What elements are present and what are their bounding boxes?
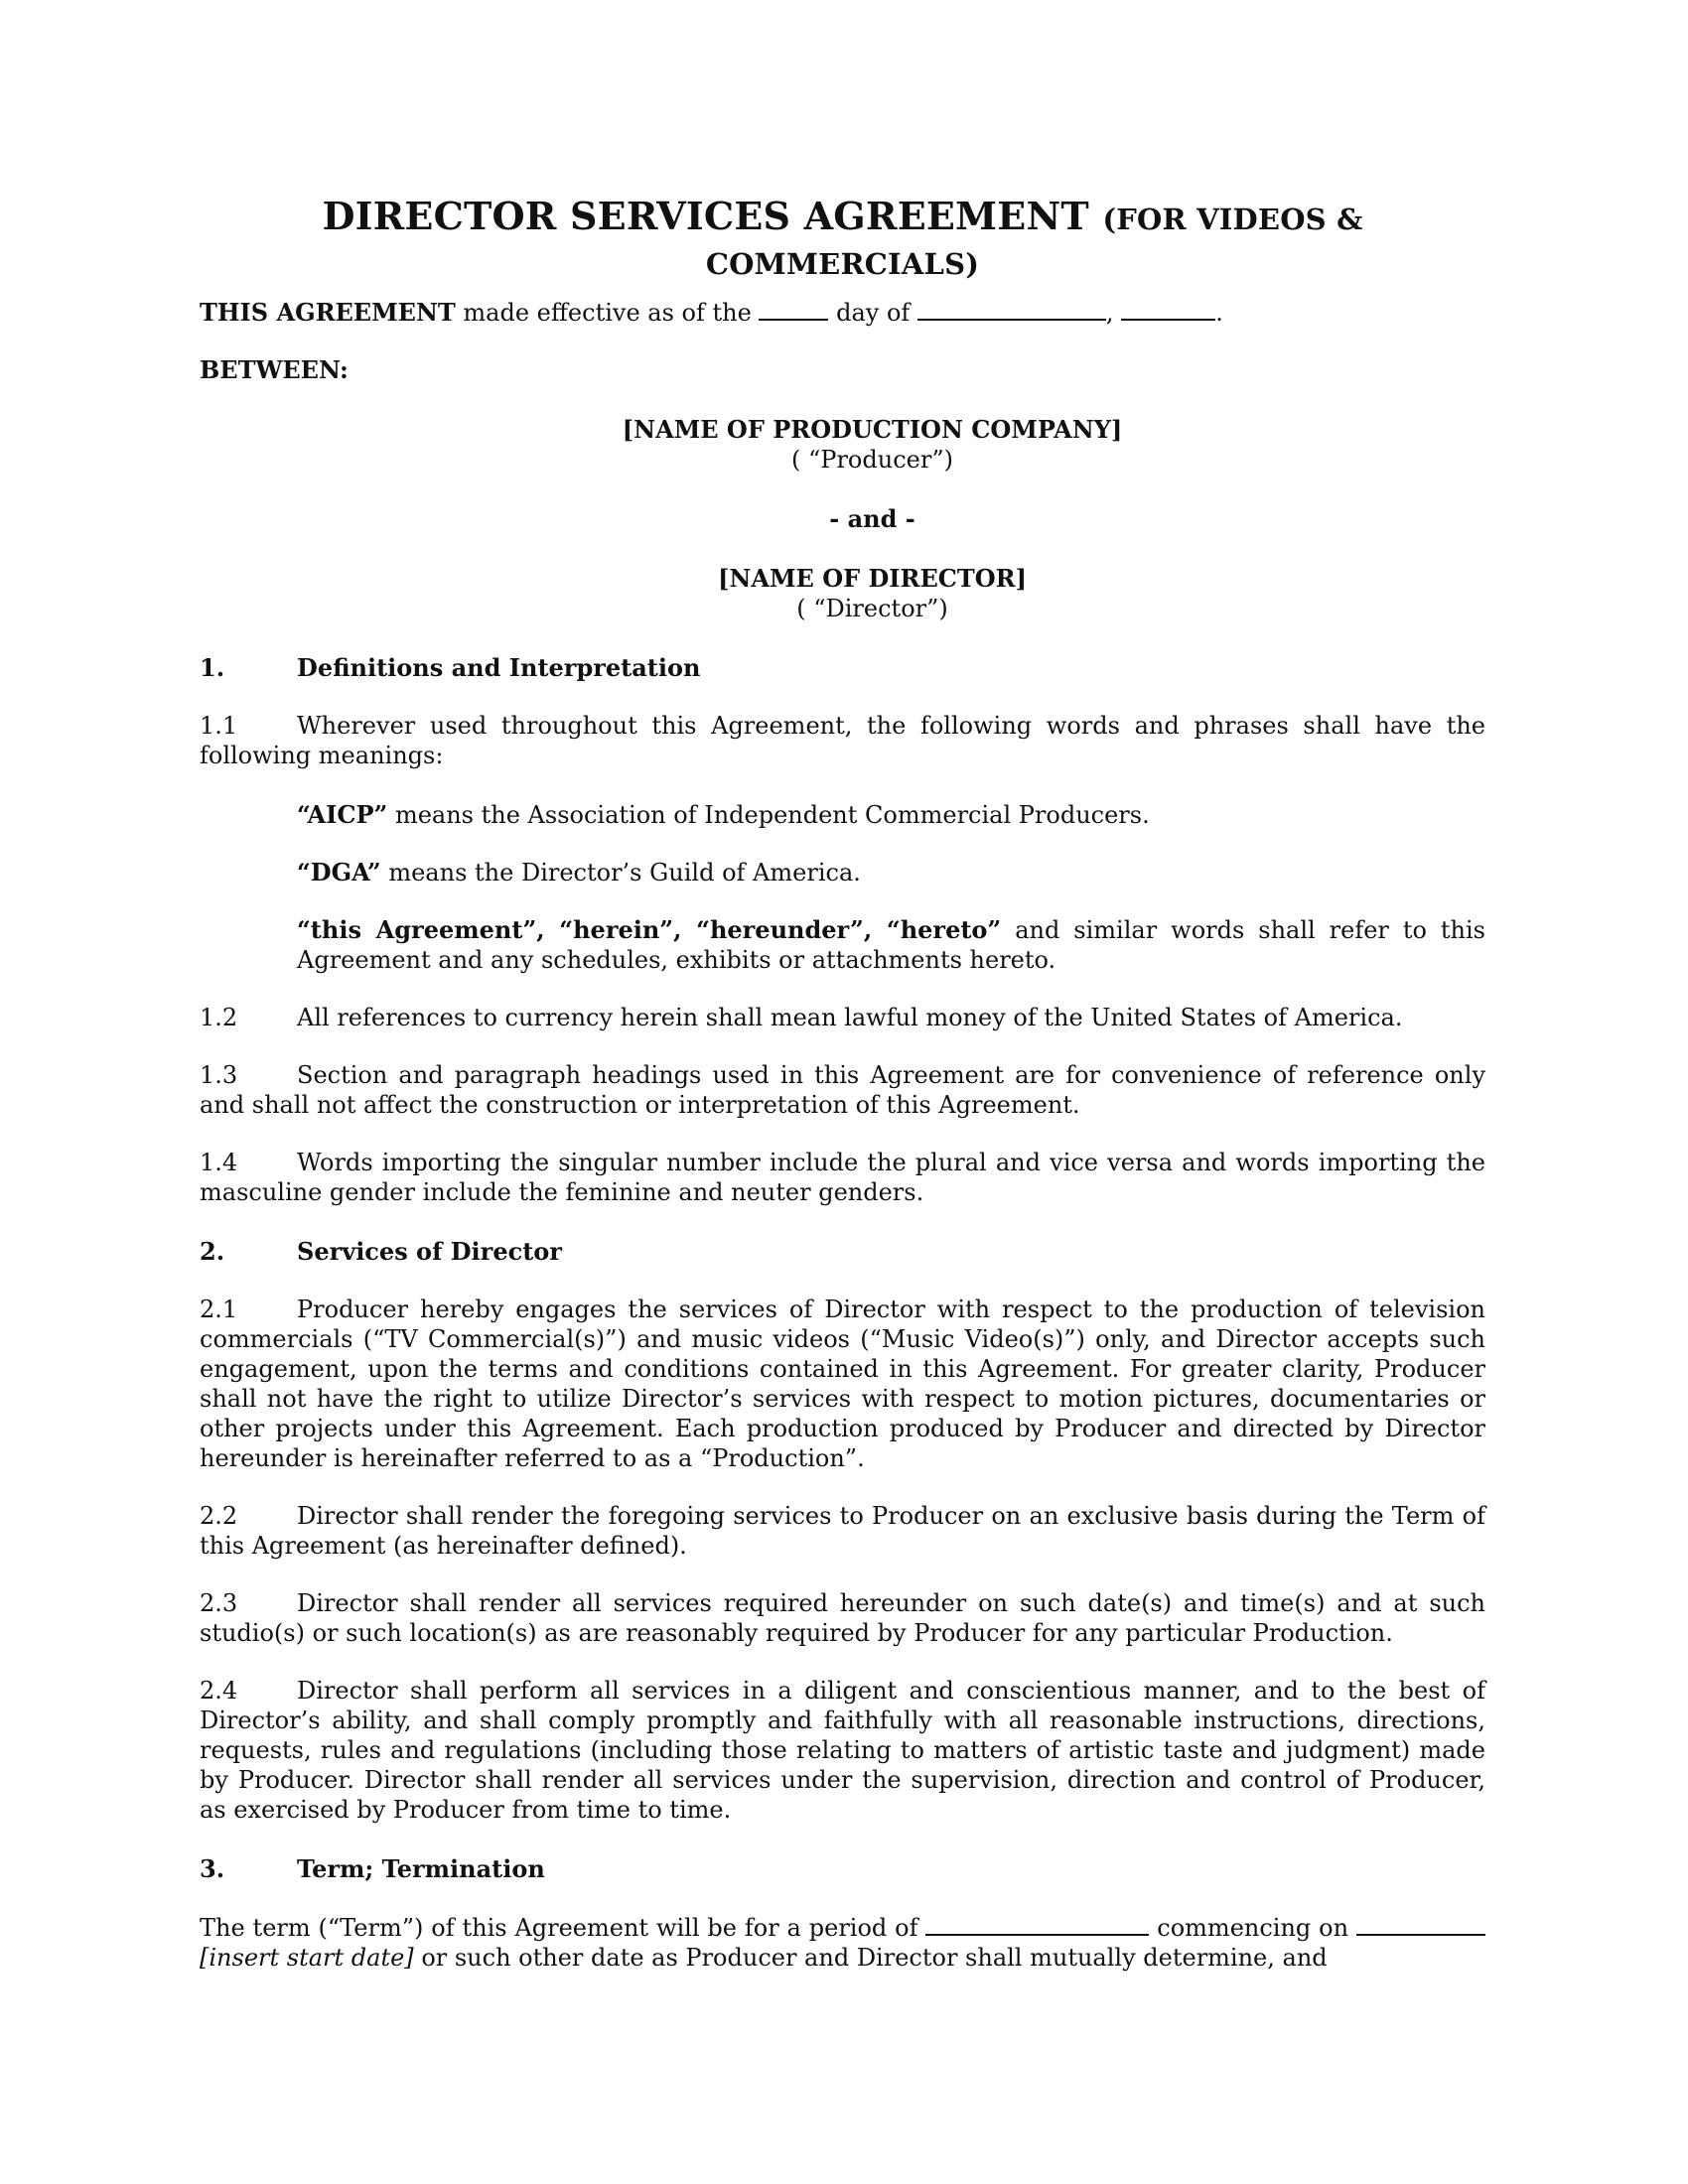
clause-2-3 [200,1588,1485,1648]
clause-1-3-text: Section and paragraph headings used in this Agreement are for convenience of reference only and shall not affect the construction or interpretation of this Agreement. [200,1061,1485,1119]
clause-2-4 [200,1676,1485,1825]
clause-1-4 [200,1148,1485,1207]
clause-1-4-number: 1.4 [200,1149,238,1176]
clause-2-3-text: Director shall render all services required hereunder on such date(s) and time(s) and at such studio(s) or such location(s) as are reasonably required by Producer for any particular Production. [200,1589,1485,1647]
term-text-rest: or such other date as Producer and Director shall mutually determine, and [421,1944,1328,1972]
title-sub: (FOR VIDEOS & COMMERCIALS) [705,203,1363,281]
definition-dga-term: “DGA” [297,858,381,887]
document-page [200,194,1485,1973]
day-blank[interactable] [759,297,828,321]
section2-title: Services of Director [297,1237,562,1266]
clause-1-1-number: 1.1 [200,712,238,740]
term-period-blank[interactable] [925,1912,1149,1936]
intro-period: . [1215,299,1223,327]
definition-aicp [200,800,1485,830]
section1-title: Definitions and Interpretation [297,653,701,682]
clause-2-4-text: Director shall perform all services in a diligent and conscientious manner, and to the best of Director’s ability, and shall comply promptly and faithfully with all reasonable instructions, directions, requests, rules and regulations (including those relating to matters of artistic taste and judgment) made by Producer. Director shall render all services under the supervision, direction and control of Producer, as exercised by Producer from time to time. [200,1677,1485,1824]
clause-1-4-text: Words importing the singular number include the plural and vice versa and words importing the masculine gender include the feminine and neuter genders. [200,1149,1485,1206]
party1-name: [NAME OF PRODUCTION COMPANY] [622,415,1123,444]
definition-aicp-text: means the Association of Independent Commercial Producers. [394,801,1150,829]
start-date-placeholder: [insert start date] [200,1944,414,1972]
clause-2-1-text: Producer hereby engages the services of Director with respect to the production of television commercials (“TV Commercial(s)”) and music videos (“Music Video(s)”) only, and Director accepts such engagement, upon the terms and conditions contained in this Agreement. For greater clarity, Producer shall not have the right to utilize Director’s services with respect to motion pictures, documentaries or other projects under this Agreement. Each production produced by Producer and directed by Director hereunder is hereinafter referred to as a “Production”. [200,1296,1485,1472]
definition-agreement [200,915,1485,975]
section3-heading [200,1854,1485,1884]
definition-dga [200,858,1485,887]
clause-2-1 [200,1295,1485,1473]
and-separator: - and - [829,504,915,533]
clause-2-4-number: 2.4 [200,1677,238,1705]
section3-number: 3. [200,1854,225,1883]
clause-1-2-text: All references to currency herein shall mean lawful money of the United States of America. [297,1004,1403,1031]
term-text-commencing: commencing on [1157,1914,1349,1942]
clause-1-3-number: 1.3 [200,1061,238,1089]
party2-role: ( “Director”) [796,595,948,622]
clause-2-2-text: Director shall render the foregoing services to Producer on an exclusive basis during the Term of this Agreement (as hereinafter defined). [200,1502,1485,1560]
section2-heading [200,1237,1485,1267]
definition-agreement-text: and similar words shall refer to this Agreement and any schedules, exhibits or attachments hereto. [297,916,1485,974]
section3-paragraph [200,1912,1485,1973]
definition-aicp-term: “AICP” [297,800,388,829]
party1-role: ( “Producer”) [791,446,953,474]
section1-heading [200,653,1485,683]
definition-agreement-term: “this Agreement”, “herein”, “hereunder”, “hereto” [297,915,1002,944]
clause-1-1-text: Wherever used throughout this Agreement, the following words and phrases shall have the following meanings: [200,712,1485,769]
title-main: DIRECTOR SERVICES AGREEMENT [322,194,1089,238]
clause-1-2-number: 1.2 [200,1004,238,1031]
between-label: BETWEEN: [200,355,349,384]
clause-1-1 [200,711,1485,770]
intro-lead-bold: THIS AGREEMENT [200,298,456,327]
intro-comma: , [1105,299,1114,327]
section1-number: 1. [200,653,225,682]
document-title [200,194,1485,283]
clause-1-2 [200,1003,1485,1032]
party2-name: [NAME OF DIRECTOR] [718,564,1027,593]
year-blank[interactable] [1121,297,1215,321]
intro-line [200,297,1485,328]
clause-2-2 [200,1501,1485,1561]
section2-number: 2. [200,1237,225,1266]
month-blank[interactable] [917,297,1106,321]
term-text-start: The term (“Term”) of this Agreement will be for a period of [200,1914,918,1942]
section3-title: Term; Termination [297,1854,545,1883]
clause-1-3 [200,1060,1485,1120]
start-date-blank[interactable] [1356,1912,1485,1936]
clause-2-1-number: 2.1 [200,1296,238,1323]
clause-2-2-number: 2.2 [200,1502,238,1530]
intro-day-text: day of [836,299,911,327]
intro-lead-text: made effective as of the [463,299,752,327]
clause-2-3-number: 2.3 [200,1589,238,1617]
definition-dga-text: means the Director’s Guild of America. [388,859,861,887]
